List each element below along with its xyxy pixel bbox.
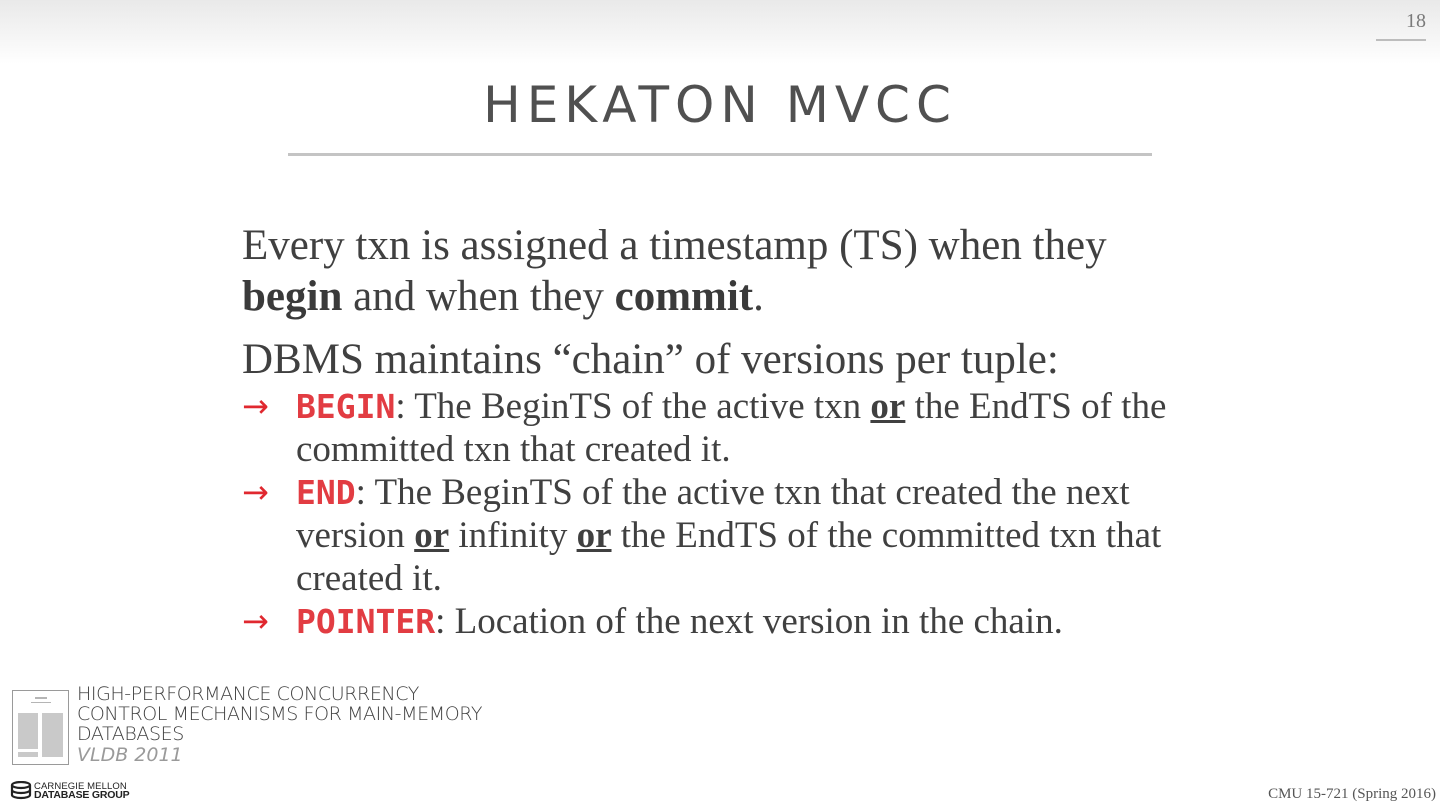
reference-title: HIGH-PERFORMANCE CONCURRENCY CONTROL MECHANISMS FOR MAIN-MEMORY DATABASES (77, 683, 483, 745)
bullet-end (242, 471, 1212, 600)
arrow-icon: → (242, 602, 269, 640)
slide-number: 18 (1376, 10, 1426, 41)
or-emphasis: or (576, 515, 612, 556)
keyword-end: END (296, 473, 356, 512)
begin-emphasis: begin (242, 273, 343, 320)
arrow-icon: → (242, 387, 269, 425)
or-emphasis: or (414, 515, 450, 556)
bullet-text: the EndTS of the committed txn that created it. (296, 386, 1167, 470)
bullet-text: the EndTS of the committed txn that created it. (296, 515, 1162, 599)
bullet-text: infinity (449, 515, 577, 556)
bullet-begin (242, 385, 1212, 471)
title-divider (288, 153, 1152, 156)
keyword-begin: BEGIN (296, 387, 396, 426)
or-emphasis: or (870, 386, 906, 427)
bullet-text: : Location of the next version in the chain. (435, 601, 1063, 642)
arrow-icon: → (242, 473, 269, 511)
cmu-db-logo (10, 781, 129, 801)
course-label: CMU 15-721 (Spring 2016) (1268, 786, 1436, 802)
slide-body (242, 220, 1212, 643)
timestamp-paragraph (242, 220, 1212, 322)
para-text: and when they (342, 273, 615, 320)
commit-emphasis: commit (614, 273, 754, 320)
database-icon (10, 781, 32, 801)
slide-title: HEKATON MVCC (483, 76, 957, 134)
reference-venue: VLDB 2011 (77, 744, 183, 766)
logo-line-2: DATABASE GROUP (34, 789, 130, 801)
logo-text (34, 782, 129, 800)
para-text: . (753, 273, 764, 320)
bullet-text: : The BeginTS of the active txn that created the next version (296, 472, 1130, 556)
keyword-pointer: POINTER (296, 602, 436, 641)
chain-paragraph: DBMS maintains “chain” of versions per tuple: (242, 336, 1059, 383)
bullet-text: : The BeginTS of the active txn (395, 386, 871, 427)
bullet-list (242, 385, 1212, 643)
bullet-pointer (242, 600, 1212, 643)
logo-line-1: CARNEGIE MELLON (34, 781, 127, 792)
header-band (0, 0, 1440, 64)
para-text: Every txn is assigned a timestamp (TS) when they (242, 222, 1107, 269)
paper-thumbnail (12, 690, 69, 765)
